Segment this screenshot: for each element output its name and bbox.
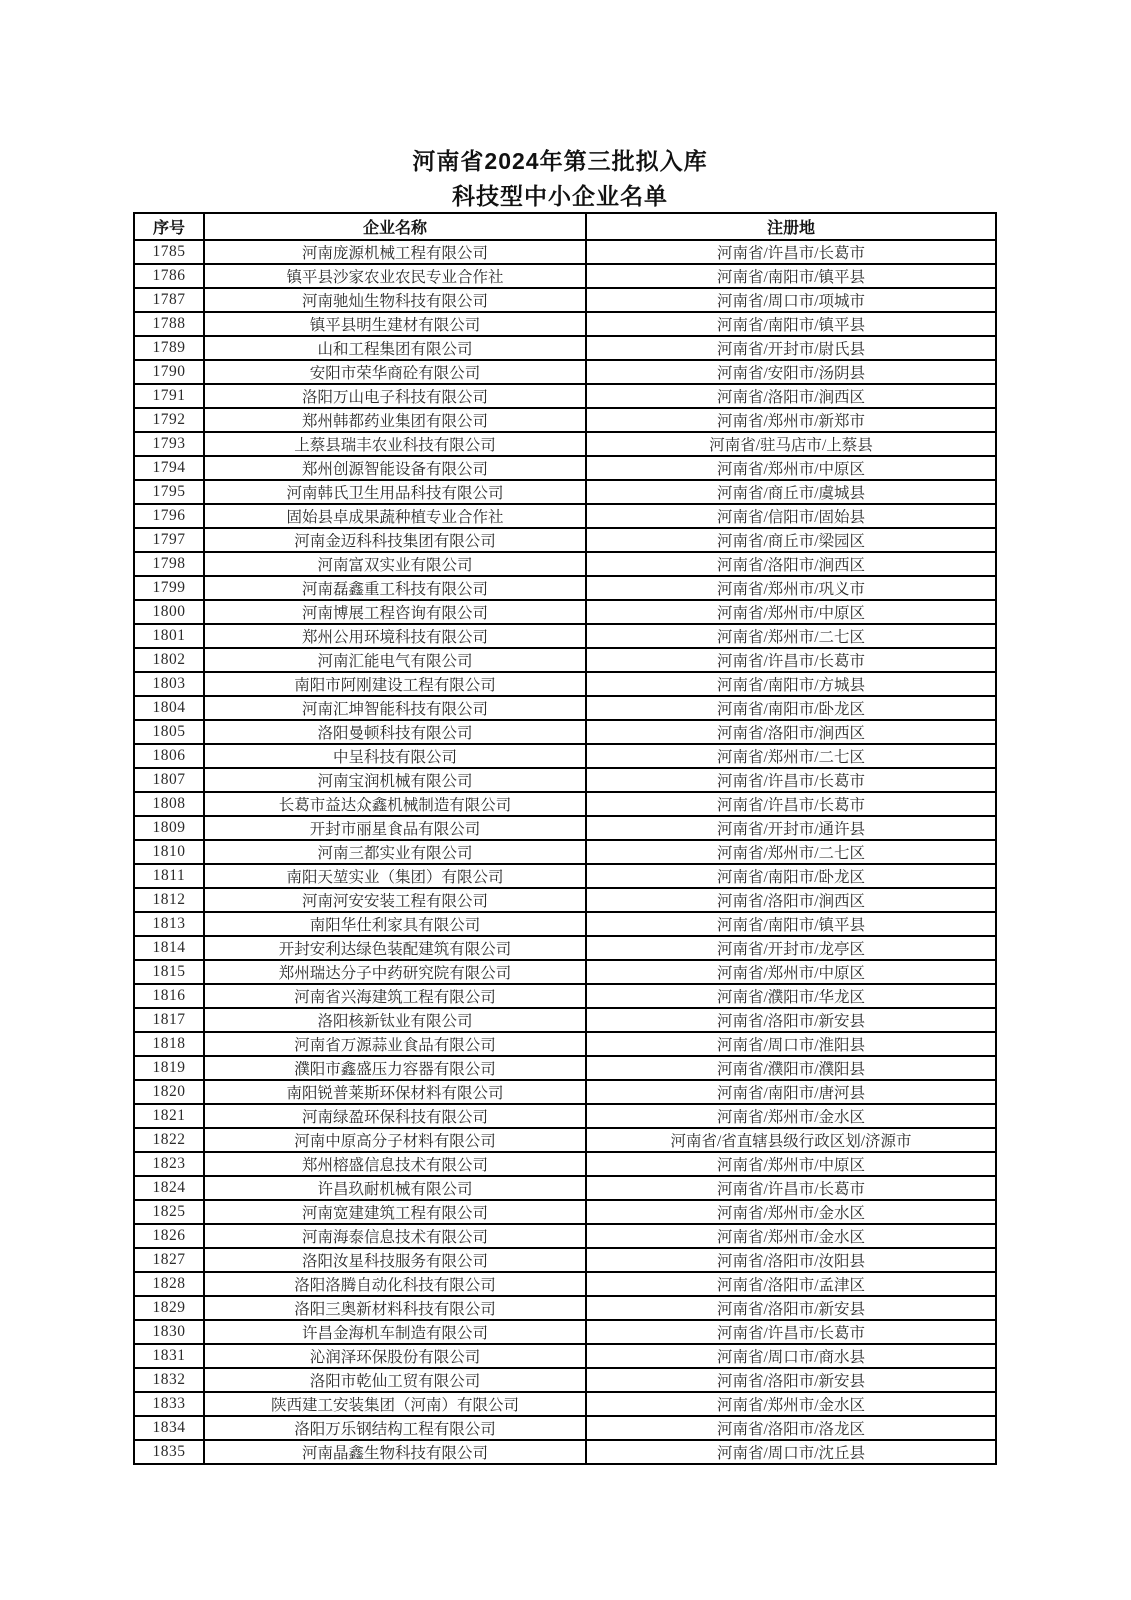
- registration-place-cell: 河南省/洛阳市/洛龙区: [586, 1416, 996, 1440]
- document-title: [0, 144, 1120, 214]
- table-row: [134, 456, 996, 480]
- serial-cell: 1788: [134, 312, 204, 336]
- table-row: [134, 1320, 996, 1344]
- registration-place-cell: 河南省/许昌市/长葛市: [586, 792, 996, 816]
- table-row: [134, 1056, 996, 1080]
- registration-place-cell: 河南省/南阳市/镇平县: [586, 264, 996, 288]
- company-name-cell: 上蔡县瑞丰农业科技有限公司: [204, 432, 586, 456]
- company-name-cell: 洛阳市乾仙工贸有限公司: [204, 1368, 586, 1392]
- company-name-cell: 河南绿盈环保科技有限公司: [204, 1104, 586, 1128]
- registration-place-cell: 河南省/商丘市/虞城县: [586, 480, 996, 504]
- registration-place-cell: 河南省/郑州市/二七区: [586, 840, 996, 864]
- table-row: [134, 1152, 996, 1176]
- registration-place-cell: 河南省/信阳市/固始县: [586, 504, 996, 528]
- table-row: [134, 936, 996, 960]
- document-title-line1: 河南省2024年第三批拟入库: [412, 148, 708, 174]
- table-row: [134, 1008, 996, 1032]
- serial-cell: 1804: [134, 696, 204, 720]
- company-name-cell: 洛阳万乐钢结构工程有限公司: [204, 1416, 586, 1440]
- registration-place-cell: 河南省/南阳市/方城县: [586, 672, 996, 696]
- registration-place-cell: 河南省/郑州市/二七区: [586, 744, 996, 768]
- registration-place-cell: 河南省/周口市/项城市: [586, 288, 996, 312]
- company-name-cell: 河南省兴海建筑工程有限公司: [204, 984, 586, 1008]
- company-name-cell: 河南河安安装工程有限公司: [204, 888, 586, 912]
- table-row: [134, 432, 996, 456]
- registration-place-cell: 河南省/省直辖县级行政区划/济源市: [586, 1128, 996, 1152]
- header-row: [134, 213, 996, 240]
- table-row: [134, 1392, 996, 1416]
- serial-cell: 1797: [134, 528, 204, 552]
- serial-cell: 1785: [134, 240, 204, 264]
- table-row: [134, 504, 996, 528]
- company-name-cell: 洛阳洛腾自动化科技有限公司: [204, 1272, 586, 1296]
- company-name-cell: 沁润泽环保股份有限公司: [204, 1344, 586, 1368]
- serial-cell: 1812: [134, 888, 204, 912]
- serial-cell: 1793: [134, 432, 204, 456]
- registration-place-cell: 河南省/郑州市/金水区: [586, 1200, 996, 1224]
- table-row: [134, 720, 996, 744]
- serial-cell: 1807: [134, 768, 204, 792]
- registration-place-cell: 河南省/洛阳市/新安县: [586, 1368, 996, 1392]
- table-row: [134, 672, 996, 696]
- registration-place-cell: 河南省/周口市/商水县: [586, 1344, 996, 1368]
- table-row: [134, 1104, 996, 1128]
- serial-cell: 1796: [134, 504, 204, 528]
- serial-cell: 1831: [134, 1344, 204, 1368]
- company-name-cell: 南阳天堃实业（集团）有限公司: [204, 864, 586, 888]
- document-title-line2: 科技型中小企业名单: [452, 183, 668, 209]
- serial-cell: 1822: [134, 1128, 204, 1152]
- table-row: [134, 480, 996, 504]
- serial-cell: 1819: [134, 1056, 204, 1080]
- column-header-company-name: 企业名称: [204, 213, 586, 240]
- registration-place-cell: 河南省/洛阳市/汝阳县: [586, 1248, 996, 1272]
- company-name-cell: 开封安利达绿色装配建筑有限公司: [204, 936, 586, 960]
- registration-place-cell: 河南省/周口市/沈丘县: [586, 1440, 996, 1464]
- table-row: [134, 1080, 996, 1104]
- table-row: [134, 240, 996, 264]
- serial-cell: 1806: [134, 744, 204, 768]
- company-table-header: [134, 213, 996, 240]
- serial-cell: 1818: [134, 1032, 204, 1056]
- company-name-cell: 陕西建工安装集团（河南）有限公司: [204, 1392, 586, 1416]
- company-name-cell: 洛阳三奥新材料科技有限公司: [204, 1296, 586, 1320]
- company-name-cell: 镇平县沙家农业农民专业合作社: [204, 264, 586, 288]
- company-name-cell: 河南汇能电气有限公司: [204, 648, 586, 672]
- serial-cell: 1823: [134, 1152, 204, 1176]
- table-row: [134, 1272, 996, 1296]
- table-row: [134, 696, 996, 720]
- company-name-cell: 开封市丽星食品有限公司: [204, 816, 586, 840]
- serial-cell: 1800: [134, 600, 204, 624]
- serial-cell: 1828: [134, 1272, 204, 1296]
- company-name-cell: 河南晶鑫生物科技有限公司: [204, 1440, 586, 1464]
- serial-cell: 1791: [134, 384, 204, 408]
- registration-place-cell: 河南省/洛阳市/孟津区: [586, 1272, 996, 1296]
- company-name-cell: 南阳华仕利家具有限公司: [204, 912, 586, 936]
- registration-place-cell: 河南省/许昌市/长葛市: [586, 240, 996, 264]
- serial-cell: 1803: [134, 672, 204, 696]
- registration-place-cell: 河南省/洛阳市/涧西区: [586, 720, 996, 744]
- table-row: [134, 960, 996, 984]
- table-row: [134, 384, 996, 408]
- company-name-cell: 郑州榕盛信息技术有限公司: [204, 1152, 586, 1176]
- registration-place-cell: 河南省/许昌市/长葛市: [586, 1176, 996, 1200]
- registration-place-cell: 河南省/商丘市/梁园区: [586, 528, 996, 552]
- serial-cell: 1795: [134, 480, 204, 504]
- serial-cell: 1813: [134, 912, 204, 936]
- registration-place-cell: 河南省/开封市/龙亭区: [586, 936, 996, 960]
- company-name-cell: 河南博展工程咨询有限公司: [204, 600, 586, 624]
- serial-cell: 1810: [134, 840, 204, 864]
- registration-place-cell: 河南省/许昌市/长葛市: [586, 1320, 996, 1344]
- serial-cell: 1830: [134, 1320, 204, 1344]
- registration-place-cell: 河南省/许昌市/长葛市: [586, 768, 996, 792]
- serial-cell: 1802: [134, 648, 204, 672]
- serial-cell: 1827: [134, 1248, 204, 1272]
- company-name-cell: 固始县卓成果蔬种植专业合作社: [204, 504, 586, 528]
- table-row: [134, 912, 996, 936]
- company-name-cell: 河南宽建建筑工程有限公司: [204, 1200, 586, 1224]
- registration-place-cell: 河南省/郑州市/二七区: [586, 624, 996, 648]
- table-row: [134, 1128, 996, 1152]
- table-row: [134, 768, 996, 792]
- company-name-cell: 许昌玖耐机械有限公司: [204, 1176, 586, 1200]
- registration-place-cell: 河南省/郑州市/巩义市: [586, 576, 996, 600]
- serial-cell: 1825: [134, 1200, 204, 1224]
- serial-cell: 1824: [134, 1176, 204, 1200]
- registration-place-cell: 河南省/郑州市/中原区: [586, 960, 996, 984]
- table-row: [134, 1200, 996, 1224]
- registration-place-cell: 河南省/驻马店市/上蔡县: [586, 432, 996, 456]
- serial-cell: 1829: [134, 1296, 204, 1320]
- company-name-cell: 镇平县明生建材有限公司: [204, 312, 586, 336]
- company-name-cell: 郑州公用环境科技有限公司: [204, 624, 586, 648]
- serial-cell: 1832: [134, 1368, 204, 1392]
- registration-place-cell: 河南省/郑州市/金水区: [586, 1392, 996, 1416]
- company-table-body: [134, 240, 996, 1464]
- table-row: [134, 1032, 996, 1056]
- registration-place-cell: 河南省/南阳市/镇平县: [586, 912, 996, 936]
- registration-place-cell: 河南省/郑州市/中原区: [586, 600, 996, 624]
- company-name-cell: 洛阳曼顿科技有限公司: [204, 720, 586, 744]
- table-row: [134, 312, 996, 336]
- company-name-cell: 河南三都实业有限公司: [204, 840, 586, 864]
- company-name-cell: 许昌金海机车制造有限公司: [204, 1320, 586, 1344]
- registration-place-cell: 河南省/开封市/尉氏县: [586, 336, 996, 360]
- registration-place-cell: 河南省/南阳市/卧龙区: [586, 864, 996, 888]
- serial-cell: 1805: [134, 720, 204, 744]
- serial-cell: 1786: [134, 264, 204, 288]
- registration-place-cell: 河南省/郑州市/新郑市: [586, 408, 996, 432]
- table-row: [134, 1224, 996, 1248]
- serial-cell: 1790: [134, 360, 204, 384]
- registration-place-cell: 河南省/安阳市/汤阴县: [586, 360, 996, 384]
- serial-cell: 1835: [134, 1440, 204, 1464]
- serial-cell: 1798: [134, 552, 204, 576]
- table-row: [134, 792, 996, 816]
- company-name-cell: 郑州瑞达分子中药研究院有限公司: [204, 960, 586, 984]
- table-row: [134, 1368, 996, 1392]
- company-name-cell: 山和工程集团有限公司: [204, 336, 586, 360]
- company-name-cell: 洛阳汝星科技服务有限公司: [204, 1248, 586, 1272]
- company-name-cell: 洛阳万山电子科技有限公司: [204, 384, 586, 408]
- registration-place-cell: 河南省/郑州市/中原区: [586, 456, 996, 480]
- serial-cell: 1833: [134, 1392, 204, 1416]
- serial-cell: 1799: [134, 576, 204, 600]
- serial-cell: 1826: [134, 1224, 204, 1248]
- registration-place-cell: 河南省/许昌市/长葛市: [586, 648, 996, 672]
- company-name-cell: 安阳市荣华商砼有限公司: [204, 360, 586, 384]
- column-header-serial: 序号: [134, 213, 204, 240]
- serial-cell: 1808: [134, 792, 204, 816]
- table-row: [134, 1440, 996, 1464]
- company-name-cell: 郑州创源智能设备有限公司: [204, 456, 586, 480]
- serial-cell: 1834: [134, 1416, 204, 1440]
- company-name-cell: 河南汇坤智能科技有限公司: [204, 696, 586, 720]
- serial-cell: 1816: [134, 984, 204, 1008]
- serial-cell: 1794: [134, 456, 204, 480]
- company-name-cell: 长葛市益达众鑫机械制造有限公司: [204, 792, 586, 816]
- table-row: [134, 744, 996, 768]
- company-name-cell: 河南宝润机械有限公司: [204, 768, 586, 792]
- serial-cell: 1809: [134, 816, 204, 840]
- registration-place-cell: 河南省/洛阳市/涧西区: [586, 888, 996, 912]
- table-row: [134, 816, 996, 840]
- registration-place-cell: 河南省/洛阳市/新安县: [586, 1008, 996, 1032]
- company-name-cell: 洛阳核新钛业有限公司: [204, 1008, 586, 1032]
- registration-place-cell: 河南省/洛阳市/涧西区: [586, 552, 996, 576]
- serial-cell: 1792: [134, 408, 204, 432]
- company-name-cell: 河南中原高分子材料有限公司: [204, 1128, 586, 1152]
- registration-place-cell: 河南省/郑州市/金水区: [586, 1104, 996, 1128]
- registration-place-cell: 河南省/郑州市/金水区: [586, 1224, 996, 1248]
- table-row: [134, 888, 996, 912]
- registration-place-cell: 河南省/南阳市/镇平县: [586, 312, 996, 336]
- company-name-cell: 河南韩氏卫生用品科技有限公司: [204, 480, 586, 504]
- table-row: [134, 264, 996, 288]
- table-row: [134, 648, 996, 672]
- company-name-cell: 郑州韩都药业集团有限公司: [204, 408, 586, 432]
- table-row: [134, 1248, 996, 1272]
- serial-cell: 1817: [134, 1008, 204, 1032]
- table-row: [134, 1416, 996, 1440]
- table-row: [134, 984, 996, 1008]
- table-row: [134, 576, 996, 600]
- registration-place-cell: 河南省/南阳市/卧龙区: [586, 696, 996, 720]
- serial-cell: 1820: [134, 1080, 204, 1104]
- registration-place-cell: 河南省/郑州市/中原区: [586, 1152, 996, 1176]
- column-header-registration-place: 注册地: [586, 213, 996, 240]
- serial-cell: 1801: [134, 624, 204, 648]
- registration-place-cell: 河南省/濮阳市/濮阳县: [586, 1056, 996, 1080]
- table-row: [134, 1176, 996, 1200]
- table-row: [134, 864, 996, 888]
- table-row: [134, 624, 996, 648]
- serial-cell: 1815: [134, 960, 204, 984]
- registration-place-cell: 河南省/南阳市/唐河县: [586, 1080, 996, 1104]
- company-name-cell: 濮阳市鑫盛压力容器有限公司: [204, 1056, 586, 1080]
- serial-cell: 1789: [134, 336, 204, 360]
- company-name-cell: 河南庞源机械工程有限公司: [204, 240, 586, 264]
- company-name-cell: 河南省万源蒜业食品有限公司: [204, 1032, 586, 1056]
- company-name-cell: 中呈科技有限公司: [204, 744, 586, 768]
- serial-cell: 1811: [134, 864, 204, 888]
- registration-place-cell: 河南省/周口市/淮阳县: [586, 1032, 996, 1056]
- table-row: [134, 528, 996, 552]
- company-name-cell: 河南海泰信息技术有限公司: [204, 1224, 586, 1248]
- table-row: [134, 408, 996, 432]
- serial-cell: 1821: [134, 1104, 204, 1128]
- table-row: [134, 600, 996, 624]
- table-row: [134, 336, 996, 360]
- table-row: [134, 1344, 996, 1368]
- table-row: [134, 288, 996, 312]
- serial-cell: 1787: [134, 288, 204, 312]
- company-name-cell: 河南磊鑫重工科技有限公司: [204, 576, 586, 600]
- company-name-cell: 河南金迈科科技集团有限公司: [204, 528, 586, 552]
- registration-place-cell: 河南省/洛阳市/涧西区: [586, 384, 996, 408]
- table-row: [134, 840, 996, 864]
- table-row: [134, 552, 996, 576]
- registration-place-cell: 河南省/洛阳市/新安县: [586, 1296, 996, 1320]
- serial-cell: 1814: [134, 936, 204, 960]
- company-name-cell: 河南富双实业有限公司: [204, 552, 586, 576]
- table-row: [134, 1296, 996, 1320]
- company-name-cell: 南阳市阿刚建设工程有限公司: [204, 672, 586, 696]
- company-name-cell: 河南驰灿生物科技有限公司: [204, 288, 586, 312]
- company-table: [133, 212, 997, 1465]
- table-row: [134, 360, 996, 384]
- registration-place-cell: 河南省/开封市/通许县: [586, 816, 996, 840]
- registration-place-cell: 河南省/濮阳市/华龙区: [586, 984, 996, 1008]
- company-name-cell: 南阳锐普莱斯环保材料有限公司: [204, 1080, 586, 1104]
